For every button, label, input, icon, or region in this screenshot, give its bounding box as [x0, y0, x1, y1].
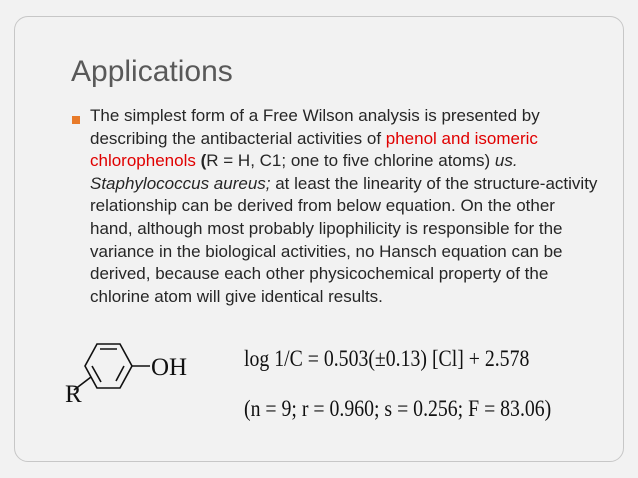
paragraph-text-1: The simplest form of a Free Wilson analysis is presented by describing the antibacterial activities of [90, 106, 540, 148]
paragraph-text-3: at least the linearity of the structure-activity relationship can be derived from below equation. On the other hand, although most probably lipophilicity is responsible for the variance in the biological activities, no Hansch equation can be derived, because each other physicochemical property of the chlorine atom will give identical results. [90, 173, 598, 306]
chlorophenol-structure [62, 330, 212, 410]
equation-statistics: (n = 9; r = 0.960; s = 0.256; F = 83.06) [244, 396, 552, 421]
paragraph-italic: us. Staphylococcus aureus; [90, 151, 518, 193]
paragraph-highlight: phenol and isomeric chlorophenols [90, 128, 538, 171]
r-label: R [65, 381, 82, 408]
paragraph-bold-paren: ( [200, 151, 207, 171]
benzene-ring [74, 344, 150, 390]
slide-title: Applications [71, 55, 233, 88]
body-text-box [90, 105, 600, 337]
bullet-marker [72, 116, 80, 124]
paragraph [90, 105, 600, 308]
paragraph-text-2: R = H, C1; one to five chlorine atoms) [206, 151, 495, 171]
oh-label: OH [151, 354, 188, 381]
equation-log: log 1/C = 0.503(±0.13) [Cl] + 2.578 [244, 346, 530, 371]
